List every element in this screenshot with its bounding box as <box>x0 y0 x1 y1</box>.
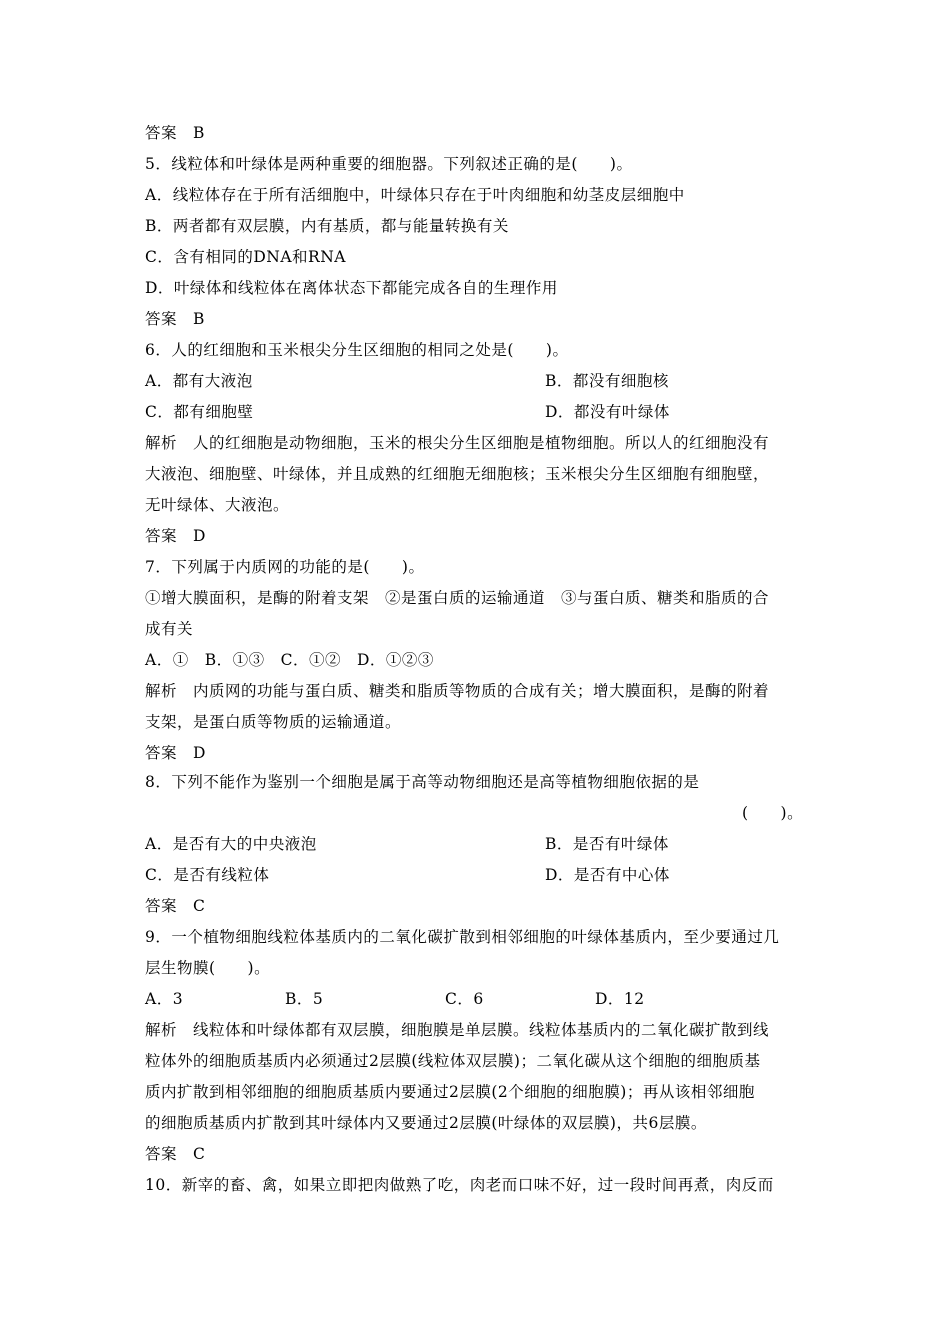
q8-answer: 答案 C <box>145 897 206 915</box>
q6-analysis-line1: 解析 人的红细胞是动物细胞，玉米的根尖分生区细胞是植物细胞。所以人的红细胞没有 <box>145 434 770 452</box>
q6-analysis-line2: 大液泡、细胞壁、叶绿体，并且成熟的红细胞无细胞核；玉米根尖分生区细胞有细胞壁， <box>145 465 770 483</box>
q7-answer: 答案 D <box>145 744 206 762</box>
q6-option-a: A．都有大液泡 <box>145 372 253 390</box>
q5-option-a: A．线粒体存在于所有活细胞中，叶绿体只存在于叶肉细胞和幼茎皮层细胞中 <box>145 186 685 204</box>
q5-option-b: B．两者都有双层膜，内有基质，都与能量转换有关 <box>145 217 509 235</box>
q7-items-line2: 成有关 <box>145 620 194 638</box>
q5-option-c: C．含有相同的DNA和RNA <box>145 248 346 266</box>
q7-items-line1: ①增大膜面积，是酶的附着支架 ②是蛋白质的运输通道 ③与蛋白质、糖类和脂质的合 <box>145 589 770 607</box>
q7-analysis-line2: 支架，是蛋白质等物质的运输通道。 <box>145 713 402 731</box>
q6-option-c: C．都有细胞壁 <box>145 403 254 421</box>
q6-answer: 答案 D <box>145 527 206 545</box>
q4-answer: 答案 B <box>145 124 205 142</box>
q5-option-d: D．叶绿体和线粒体在离体状态下都能完成各自的生理作用 <box>145 279 558 297</box>
q6-option-b: B．都没有细胞核 <box>545 372 669 390</box>
q6-options-row2 <box>145 402 805 422</box>
q6-option-d: D．都没有叶绿体 <box>545 403 670 421</box>
q9-option-c: C．6 <box>445 990 484 1008</box>
q10-stem: 10．新宰的畜、禽，如果立即把肉做熟了吃，肉老而口味不好，过一段时间再煮，肉反而 <box>145 1176 774 1194</box>
q8-option-d: D．是否有中心体 <box>545 866 670 884</box>
q9-answer: 答案 C <box>145 1145 206 1163</box>
q8-paren: ( )。 <box>742 804 804 822</box>
q6-stem: 6．人的红细胞和玉米根尖分生区细胞的相同之处是( )。 <box>145 341 569 359</box>
q8-options-row2 <box>145 865 805 885</box>
q8-options-row1 <box>145 834 805 854</box>
q9-stem-line1: 9．一个植物细胞线粒体基质内的二氧化碳扩散到相邻细胞的叶绿体基质内，至少要通过几 <box>145 928 780 946</box>
q9-stem-line2: 层生物膜( )。 <box>145 959 271 977</box>
q9-analysis-line4: 的细胞质基质内扩散到其叶绿体内又要通过2层膜(叶绿体的双层膜)，共6层膜。 <box>145 1114 707 1132</box>
q9-option-b: B．5 <box>285 990 324 1008</box>
q6-options-row1 <box>145 371 805 391</box>
q8-option-a: A．是否有大的中央液泡 <box>145 835 317 853</box>
q9-analysis-line2: 粒体外的细胞质基质内必须通过2层膜(线粒体双层膜)；二氧化碳从这个细胞的细胞质基 <box>145 1052 761 1070</box>
q5-answer: 答案 B <box>145 310 205 328</box>
q7-analysis-line1: 解析 内质网的功能与蛋白质、糖类和脂质等物质的合成有关；增大膜面积，是酶的附着 <box>145 682 770 700</box>
q7-stem: 7．下列属于内质网的功能的是( )。 <box>145 558 425 576</box>
q9-option-a: A．3 <box>145 990 184 1008</box>
q6-analysis-line3: 无叶绿体、大液泡。 <box>145 496 290 514</box>
q8-option-b: B．是否有叶绿体 <box>545 835 669 853</box>
q9-analysis-line3: 质内扩散到相邻细胞的细胞质基质内要通过2层膜(2个细胞的细胞膜)；再从该相邻细胞 <box>145 1083 755 1101</box>
q9-analysis-line1: 解析 线粒体和叶绿体都有双层膜，细胞膜是单层膜。线粒体基质内的二氧化碳扩散到线 <box>145 1021 770 1039</box>
q5-stem: 5．线粒体和叶绿体是两种重要的细胞器。下列叙述正确的是( )。 <box>145 155 633 173</box>
q8-option-c: C．是否有线粒体 <box>145 866 270 884</box>
q7-options: A．① B．①③ C．①② D．①②③ <box>145 651 434 669</box>
q8-stem: 8．下列不能作为鉴别一个细胞是属于高等动物细胞还是高等植物细胞依据的是 <box>145 773 700 791</box>
q9-option-d: D．12 <box>595 990 645 1008</box>
